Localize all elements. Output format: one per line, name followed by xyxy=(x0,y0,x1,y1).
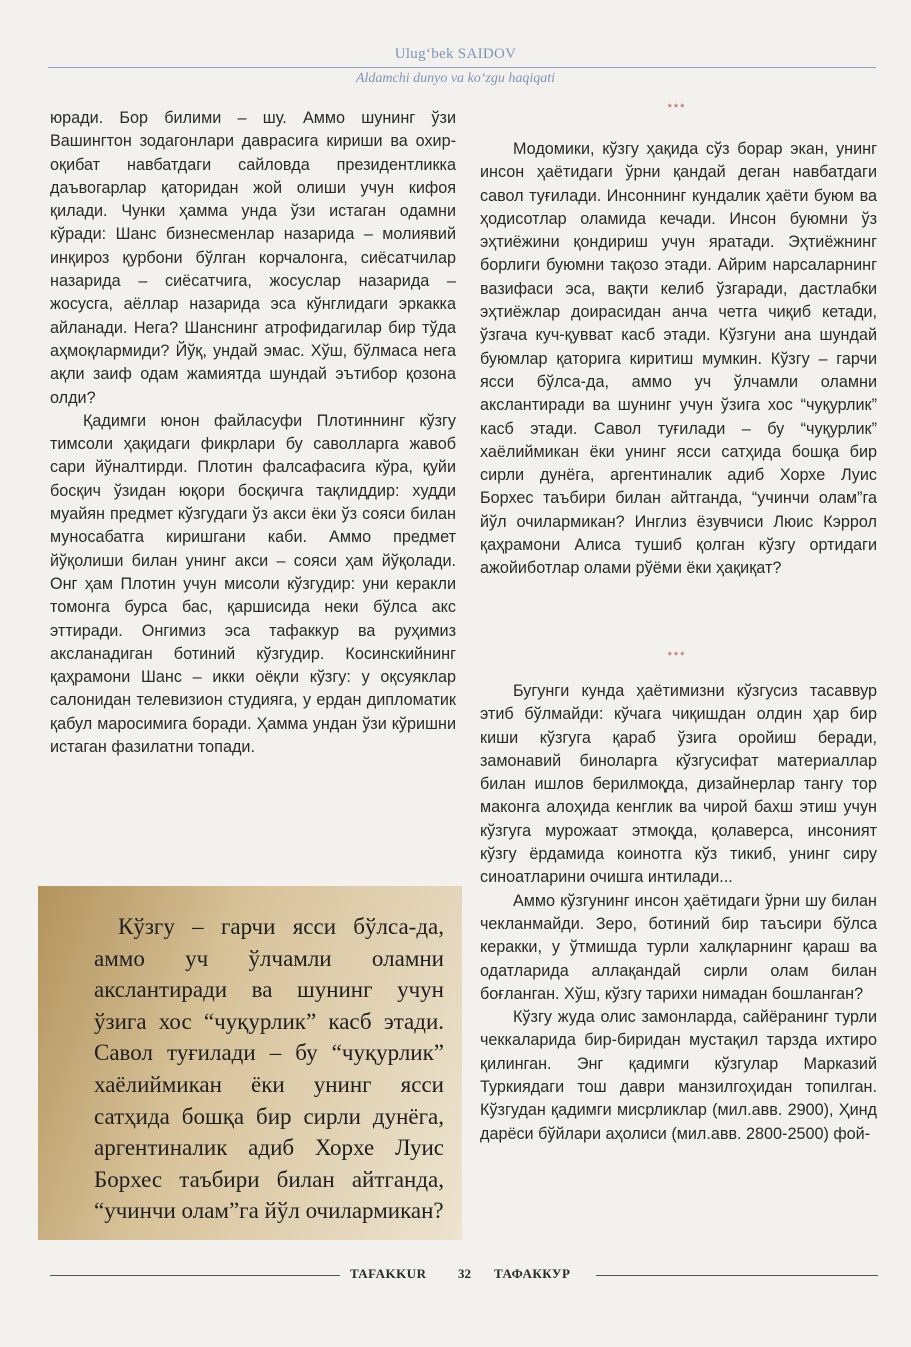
footer-rule-right xyxy=(596,1275,878,1276)
footer-journal-latin: TAFAKKUR xyxy=(350,1266,427,1281)
page-number: 32 xyxy=(458,1266,471,1281)
section-divider-stars: *** xyxy=(667,102,687,114)
right-paragraph-1: Модомики, кўзгу ҳақида сўз борар экан, унинг инсон ҳаётидаги ўрни қандай деган навбатдаги савол туғилади. Инсоннинг кундалик ҳаёти буюм ва ҳодисотлар оламида кечади. Инсон буюмни ўз эҳтиёжини қондириш учун яратади. Эҳтиёжнинг борлиги буюмни тақозо этади. Айрим нарсаларнинг вазифаси эса, вақти келиб ўзгаради, дастлабки эҳтиёжлар доирасидан анча четга чиқиб кетади, ўзгача куч-қувват касб этади. Кўзгуни ана шундай буюмлар қаторига киритиш мумкин. Кўзгу – гарчи ясси бўлса-да, аммо уч ўлчамли оламни акслантиради ва шунинг учун ўзига хос “чуқурлик” касб этади. Савол туғилади – бу “чуқурлик” хаёлиймикан ёки унинг ясси сатҳида бошқа бир сирли дунёга, аргентиналик адиб Хорхе Луис Борхес таъбири билан айтганда, “учинчи олам”га йўл очилармикан? Инглиз ёзувчиси Люис Кэррол қаҳрамони Алиса тушиб қолган кўзгу ортидаги ажойиботлар олами рўёми ёки ҳақиқат? xyxy=(480,140,877,578)
pull-quote-box xyxy=(38,886,462,1240)
right-column-bottom xyxy=(480,680,877,1146)
left-paragraph-1: юради. Бор билими – шу. Аммо шунинг ўзи Вашингтон зодагонлари даврасига кириши ва охир-оқибат навбатдаги сайловда президентликка даъвогарлар қаторидан жой олиши учун кифоя қилади. Чунки ҳамма унда ўзи истаган одамни кўради: Шанс бизнесменлар назарида – молиявий инқироз қурбони бўлган корчалонга, сиёсатчилар назарида – сиёсатчига, жосуслар назарида – жосусга, аёллар назарида эса кўнглидаги эркакка айланади. Нега? Шанснинг атрофидагилар бир тўда аҳмоқлармиди? Йўқ, ундай эмас. Хўш, бўлмаса нега ақли заиф одам жамиятда шундай эътибор қозона олди? xyxy=(50,109,456,407)
footer-rule-left xyxy=(50,1275,340,1276)
right-paragraph-3: Аммо кўзгунинг инсон ҳаётидаги ўрни шу билан чекланмайди. Зеро, ботиний бир таъсири бўлса керакки, у ўтмишда турли халқларнинг қараш ва одатларида аллақандай сирли олам билан боғланган. Хўш, кўзгу тарихи нимадан бошланган? xyxy=(480,891,877,1003)
right-column-top xyxy=(480,138,877,581)
footer-journal-cyrillic: ТАФАККУР xyxy=(494,1266,571,1281)
running-header xyxy=(0,46,911,96)
right-paragraph-2: Бугунги кунда ҳаётимизни кўзгусиз тасаввур этиб бўлмайди: кўчага чиқишдан олдин ҳар бир киши кўзгуга қараб ўзига оройиш беради, замонавий биноларга кўзгусифат материаллар билан ишлов берилмоқда, дизайнерлар тангу тор маконга алоҳида кенглик ва чирой бахш этиш учун кўзгуга мурожаат этмоқда, қолаверса, инсоният кўзгу ёрдамида коинотга кўз тикиб, унинг сиру синоатларини очишга интилади... xyxy=(480,682,877,887)
page-footer xyxy=(0,1266,911,1286)
section-divider-stars: *** xyxy=(667,650,687,662)
left-column xyxy=(50,107,456,759)
right-paragraph-4: Кўзгу жуда олис замонларда, сайёранинг турли чеккаларида бир-биридан мустақил тарзда ихтиро қилинган. Энг қадимги кўзгулар Марказий Туркиядаги тош даври манзилгоҳидан топилган. Кўзгудан қадимги мисрликлар (мил.авв. 2900), Ҳинд дарёси бўйлари аҳолиси (мил.авв. 2800-2500) фой- xyxy=(480,1008,877,1143)
header-rule xyxy=(48,67,876,68)
left-paragraph-2: Қадимги юнон файласуфи Плотиннинг кўзгу тимсоли ҳақидаги фикрлари бу саволларга жавоб сари йўналтирди. Плотин фалсафасига кўра, қуйи босқич ўзидан юқори босқичга тақлиддир: худди муайян предмет кўзгудаги ўз акси ёки ўз сояси билан муносабатга киришгани каби. Аммо предмет йўқолиши билан унинг акси – сояси ҳам йўқолади. Онг ҳам Плотин учун мисоли кўзгудир: уни керакли томонга бурса бас, қаршисида неки бўлса акс эттиради. Онгимиз эса тафаккур ва руҳимиз аксланадиган ботиний кўзгудир. Косинскийнинг қаҳрамони Шанс – икки оёқли кўзгу: у оқсуяклар салонидан телевизион студияга, у ердан дипломатик қабул маросимига боради. Ҳамма ундан ўзи кўришни истаган фазилатни топади. xyxy=(50,411,456,757)
pull-quote-text: Кўзгу – гарчи ясси бўлса-да, аммо уч ўлчамли оламни акслантиради ва шунинг учун ўзига хос “чуқурлик” касб этади. Савол туғилади – бу “чуқурлик” хаёлиймикан ёки унинг ясси сатҳида бошқа бир сирли дунёга, аргентиналик адиб Хорхе Луис Борхес таъбири билан айтганда, “учинчи олам”га йўл очилармикан? xyxy=(94,914,444,1224)
header-author: Ulug‘bek SAIDOV xyxy=(394,46,517,62)
header-subtitle: Aldamchi dunyo va ko‘zgu haqiqati xyxy=(355,71,556,86)
